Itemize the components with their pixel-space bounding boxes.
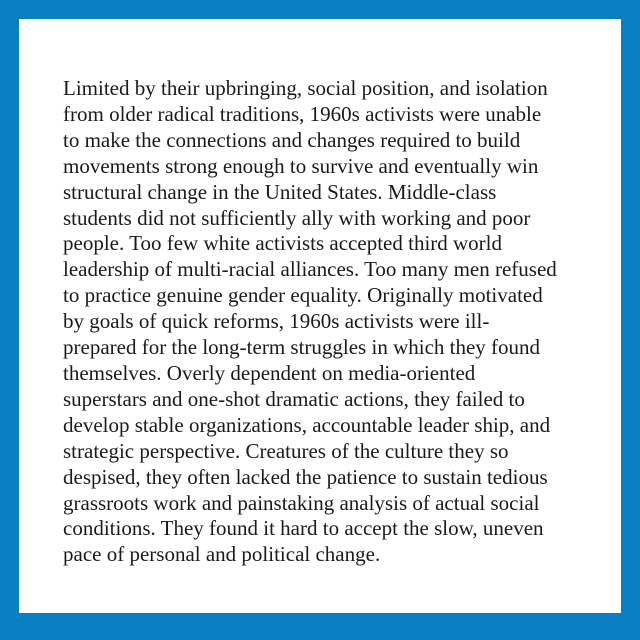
quote-line: grassroots work and painstaking analysis of actual social <box>63 490 540 515</box>
quote-text <box>63 76 619 568</box>
quote-line: movements strong enough to survive and eventually win <box>63 153 539 178</box>
quote-line: develop stable organizations, accountable leader ship, and <box>63 412 551 437</box>
quote-line: strategic perspective. Creatures of the culture they so <box>63 438 509 463</box>
quote-line: Limited by their upbringing, social position, and isolation <box>63 76 548 100</box>
quote-line: to practice genuine gender equality. Originally motivated <box>63 283 543 308</box>
quote-line: leadership of multi-racial alliances. Too many men refused <box>63 257 557 282</box>
quote-line: conditions. They found it hard to accept the slow, uneven <box>63 516 544 541</box>
quote-line: superstars and one-shot dramatic actions, they failed to <box>63 386 525 411</box>
quote-line: by goals of quick reforms, 1960s activists were ill- <box>63 309 490 334</box>
quote-line: to make the connections and changes required to build <box>63 127 521 152</box>
quote-line: people. Too few white activists accepted third world <box>63 231 503 256</box>
quote-line: students did not sufficiently ally with working and poor <box>63 205 531 230</box>
quote-line: pace of personal and political change. <box>63 542 381 567</box>
quote-line: despised, they often lacked the patience to sustain tedious <box>63 464 548 489</box>
quote-line: prepared for the long-term struggles in which they found <box>63 335 541 360</box>
quote-line: themselves. Overly dependent on media-oriented <box>63 360 476 385</box>
quote-line: from older radical traditions, 1960s activists were unable <box>63 101 542 126</box>
quote-line: structural change in the United States. Middle-class <box>63 179 497 204</box>
quote-card <box>19 19 621 613</box>
